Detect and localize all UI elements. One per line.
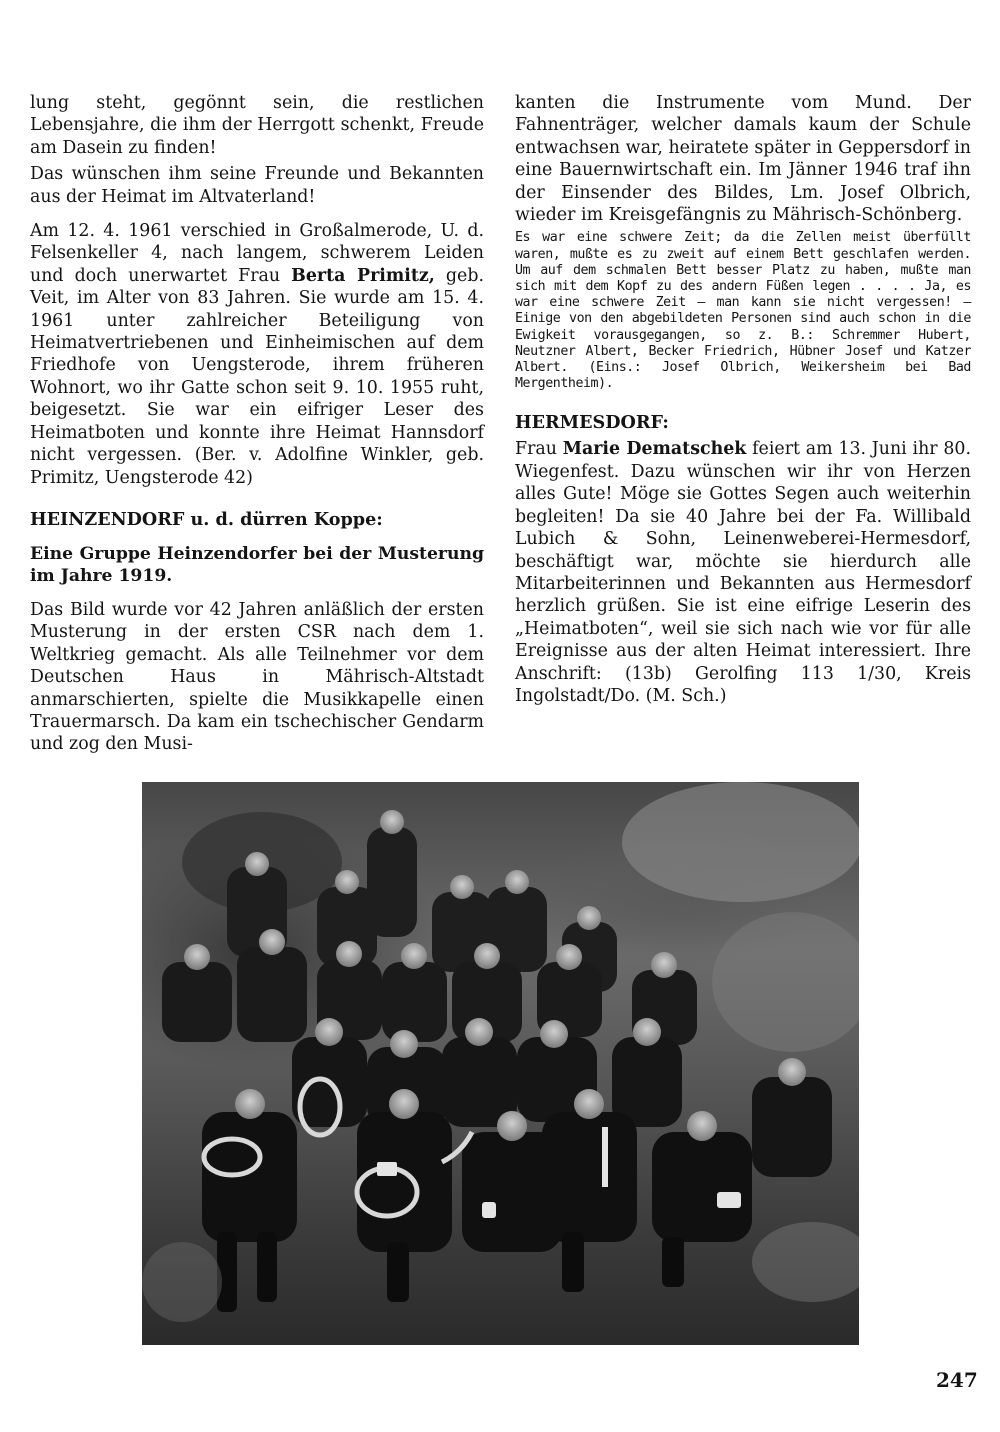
paragraph-photo-story: Das Bild wurde vor 42 Jahren anläßlich der ersten Musterung in der ersten CSR nach dem 1. Weltkrieg gemacht. Als alle Teilnehmer vor dem Deutschen Haus in Mährisch-Altstadt anmarschierten, spielte die Musikkapelle einen Trauermarsch. Da kam ein tschechischer Gendarm und zog den Musi- xyxy=(30,599,484,755)
page-number: 247 xyxy=(936,1368,978,1392)
paragraph-birthday-wishes: lung steht, gegönnt sein, die restlichen Lebensjahre, die ihm der Herrgott schenkt, Freude am Dasein zu finden! xyxy=(30,93,484,158)
section-heading-heinzendorf: HEINZENDORF u. d. dürren Koppe: xyxy=(30,508,383,530)
hermesdorf-text-start: Frau xyxy=(515,439,563,460)
section-heading-hermesdorf: HERMESDORF: xyxy=(515,412,669,434)
left-column xyxy=(30,92,484,756)
group-photo xyxy=(142,782,859,1345)
hermesdorf-name: Marie Dematschek xyxy=(562,439,747,460)
paragraph-friends-wishes: Das wünschen ihm seine Freunde und Bekannten aus der Heimat im Altvaterland! xyxy=(30,164,484,207)
right-column xyxy=(515,92,971,707)
group-photo-musicians-icon xyxy=(142,782,859,1345)
hermesdorf-text-end: feiert am 13. Juni ihr 80. Wiegenfest. Dazu wünschen wir ihr von Herzen alles Gute! Möge sie Gottes Segen auch weiterhin begleiten! Da sie 40 Jahre bei der Fa. Willibald Lubich & Sohn, Leinenweberei-Hermesdorf, beschäftigt war, möchte sie hierdurch alle Mitarbeiterinnen und Bekannten aus Hermesdorf herzlich grüßen. Sie ist eine eifrige Leserin des „Heimatboten“, weil sie sich nach wie vor für alle Ereignisse aus der alten Heimat interessiert. Ihre Anschrift: (13b) Gerolfing 113 1/30, Kreis Ingolstadt/Do. (M. Sch.) xyxy=(515,439,971,706)
obituary-name: Berta Primitz, xyxy=(291,265,435,286)
section-subheading-musterung: Eine Gruppe Heinzendorfer bei der Musterung im Jahre 1919. xyxy=(30,543,484,586)
paragraph-photo-story-continued: kanten die Instrumente vom Mund. Der Fahnenträger, welcher damals kaum der Schule entwachsen war, heiratete später in Geppersdorf in eine Bauernwirtschaft ein. Im Jänner 1946 traf ihn der Einsender des Bildes, Lm. Josef Olbrich, wieder im Kreisgefängnis zu Mährisch-Schönberg. xyxy=(515,93,971,226)
paragraph-prison-memories: Es war eine schwere Zeit; da die Zellen meist überfüllt waren, mußte es zu zweit auf einem Bett geschlafen werden. Um auf dem schmalen Bett besser Platz zu haben, mußte man sich mit dem Kopf zu des andern Füßen legen . . . . Ja, es war eine schwere Zeit — man kann sie nicht vergessen! — Einige von den abgebildeten Personen sind auch schon in die Ewigkeit vorausgegangen, so z. B.: Schremmer Hubert, Neutzner Albert, Becker Friedrich, Hübner Josef und Katzer Albert. (Eins.: Josef Olbrich, Weikersheim bei Bad Mergentheim). xyxy=(515,230,971,392)
paragraph-hermesdorf-birthday xyxy=(515,438,971,707)
obituary-text-start: Am 12. 4. 1961 verschied in Großalmerode, U. d. Felsenkeller 4, nach langem, schwerem Leiden und doch unerwartet Frau xyxy=(30,221,484,286)
obituary-text-end: geb. Veit, im Alter von 83 Jahren. Sie wurde am 15. 4. 1961 unter zahlreicher Beteiligung von Heimatvertriebenen und Einheimischen auf dem Friedhofe von Uengsterode, ihrem früheren Wohnort, wo ihr Gatte schon seit 9. 10. 1955 ruht, beigesetzt. Sie war ein eifriger Leser des Heimatboten und konnte ihre Heimat Hannsdorf nicht vergessen. (Ber. v. Adolfine Winkler, geb. Primitz, Uengsterode 42) xyxy=(30,265,484,488)
paragraph-obituary xyxy=(30,220,484,489)
